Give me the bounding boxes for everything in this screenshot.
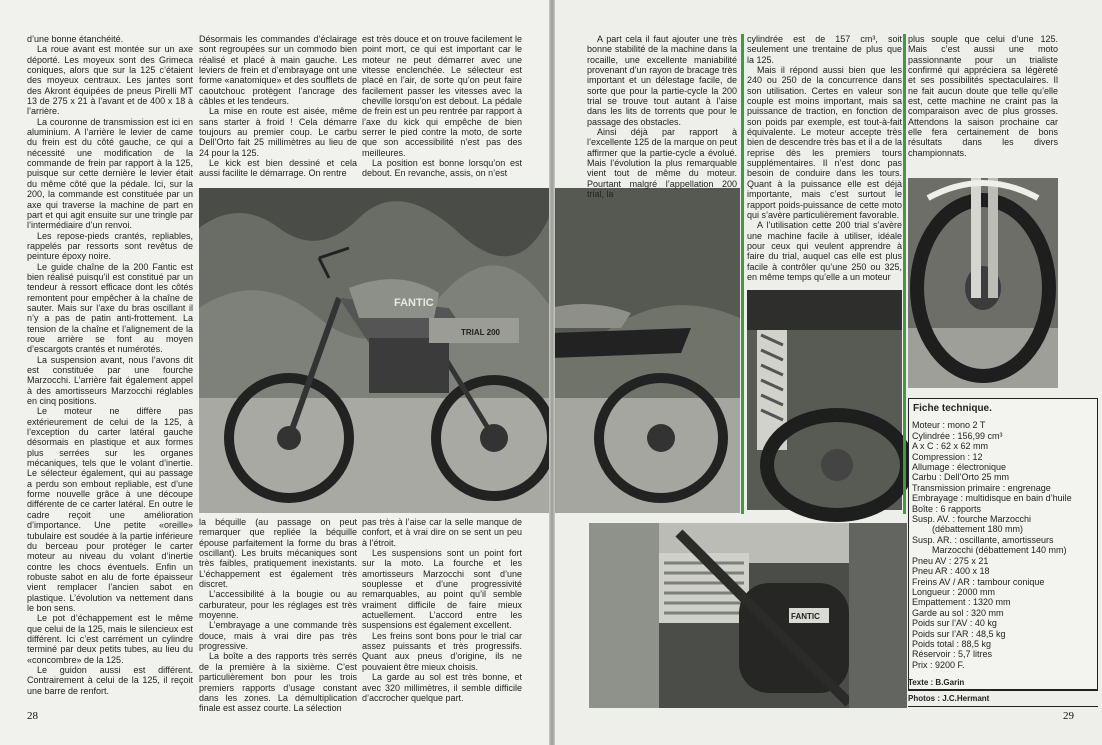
- paragraph: est très douce et on trouve facilement le point mort, ce qui est important car le moteur ne peut démarrer avec une vitesse enclenchée. Le sélecteur est placé en l’air, de sorte qu’on peut faire facilement passer les vitesses avec la cheville lorsqu’on est debout. La pédale de frein est un peu rentrée par rapport à l’axe du kick qui empêche de bien serrer le pied contre la moto, de sorte que son accessibilité n’est pas des meilleures.: [362, 34, 522, 158]
- paragraph: d’une bonne étanchéité.: [27, 34, 124, 44]
- page-right: [551, 0, 1102, 745]
- paragraph: Les repose-pieds crantés, repliables, rappelés par ressorts sont revêtus de peinture époxy noire.: [27, 230, 193, 262]
- motorcycle-photo-right: [551, 188, 740, 513]
- front-wheel-photo: [908, 178, 1058, 388]
- rear-suspension-photo: [747, 290, 902, 510]
- left-column-3-top: [362, 34, 522, 186]
- page-number-left: 28: [27, 710, 38, 722]
- credit-text: Texte : B.Garin: [908, 678, 965, 687]
- decorative-green-bar: [903, 34, 906, 514]
- fiche-line: Susp. AV. : fourche Marzocchi: [912, 514, 1032, 525]
- paragraph: Les freins sont bons pour le trial car assez puissants et très progressifs. Quant aux pneus d’origine, ils ne pouvaient être mieux choisis.: [362, 630, 522, 672]
- paragraph: La suspension avant, nous l’avons dit est constituée par une fourche Marzocchi. L’arrière fait également appel à des amortisseurs Marzocchi réglables en cinq positions.: [27, 354, 193, 407]
- paragraph: Le guide chaîne de la 200 Fantic est bien réalisé puisqu’il est constitué par un tendeur à ressort efficace dont les côtés remontent pour empêcher à la chaîne de sauter. Mais sur l’axe du bras oscillant il n’y a pas de patin anti-frottement. La tension de la chaîne et l’alignement de la roue arrière se font au moyen d’escargots crantés et numérotés.: [27, 261, 193, 355]
- paragraph: L’accessibilité à la bougie ou au carburateur, pour les réglages est très moyenne.: [199, 589, 357, 621]
- credit-divider: [908, 690, 1098, 691]
- fiche-line: A x C : 62 x 62 mm: [912, 441, 989, 452]
- decorative-green-bar: [741, 34, 744, 514]
- paragraph: A l’utilisation cette 200 trial s’avère une machine facile à utiliser, idéale pour ceux qui veulent apprendre à faire du trial, auquel cas elle est plus facile à contrôler qu’une 250 ou 325, en même temps qu’elle a un moteur: [747, 220, 902, 282]
- paragraph: Le pot d’échappement est le même que celui de la 125, mais le silencieux est différent. Ici c’est carrément un cylindre terminé par deux petits tubes, au lieu du «concombre» de la 125.: [27, 613, 193, 665]
- fiche-list: [909, 420, 1097, 670]
- paragraph: Ainsi déjà par rapport à l’excellente 125 de la marque on peut affirmer que la partie-cycle a évolué. Mais l’évolution la plus remarquable vient tout de même du moteur. Pourtant malgré l’appellation 200 trial, la: [587, 127, 737, 200]
- fiche-line: Allumage : électronique: [912, 462, 1007, 473]
- paragraph: La mise en route est aisée, même sans starter à froid ! Cela démarre toujours au premier coup. Le carbu Dell’Orto fait 25 millimètres au lieu de 24 pour la 125.: [199, 106, 357, 158]
- fiche-line: Empattement : 1320 mm: [912, 597, 1011, 608]
- page-number-right: 29: [1063, 710, 1074, 722]
- fiche-line: Transmission primaire : engrenage: [912, 482, 1051, 493]
- motorcycle-photo-left: [199, 188, 551, 513]
- fiche-line: Pneu AR : 400 x 18: [912, 566, 990, 577]
- fiche-line: Cylindrée : 156,99 cm³: [912, 430, 1003, 441]
- fiche-line: Embrayage : multidisque en bain d’huile: [912, 493, 1072, 504]
- page-gutter: [549, 0, 555, 745]
- right-column-2: [747, 34, 902, 290]
- fiche-line: Freins AV / AR : tambour conique: [912, 576, 1045, 587]
- paragraph: Le moteur ne diffère pas extérieurement de celui de la 125, à l’exception du carter latéral gauche désormais en plastique et aux formes plus serrées sur les organes mécaniques, tels que le volant d’inertie. Le sélecteur également, qui au passage a perdu son embout repliable, est d’une forme nouvelle grâce à une découpe différente de ce carter latéral. En outre le cadre reçoit une amélioration d’importance. Une petite «oreille» tubulaire est soudée à la partie inférieure du berceau pour protéger le carter moteur au niveau du volant d’inertie contre les chocs éventuels. Enfin un robuste sabot en alu de forte épaisseur vient remplacer l’ancien sabot en plastique. L’évolution va nettement dans le bon sens.: [27, 406, 193, 613]
- fiche-title: Fiche technique.: [913, 403, 992, 414]
- fiche-line: (débattement 180 mm): [932, 524, 1024, 535]
- paragraph: La couronne de transmission est ici en aluminium. A l’arrière le levier de came du frein est du côté gauche, ce qui a nécessité une modification de la commande de frein par rapport à la 125, puisque sur cette dernière le levier était du même côté que la pédale. Ici, sur la 200, la commande est constituée par un axe qui traverse la machine de part en part et qui agit ensuite sur une tringle par l’intermédiaire d’un renvoi.: [27, 116, 193, 231]
- fiche-technique: [908, 398, 1098, 690]
- left-column-1: [27, 34, 193, 704]
- left-column-3-bottom: [362, 517, 522, 707]
- engine-illustration: [589, 523, 907, 708]
- right-column-1: [587, 34, 737, 200]
- paragraph: Les suspensions sont un point fort sur la moto. La fourche et les amortisseurs Marzocchi sont d’une souplesse et d’une progressivité remarquables, au point qu’il semble vraiment difficile de faire mieux actuellement. L’accord entre les suspensions est également excellent.: [362, 548, 522, 631]
- fiche-line: Carbu : Dell’Orto 25 mm: [912, 472, 1010, 483]
- motorcycle-illustration-right: [551, 188, 740, 513]
- paragraph: La position est bonne lorsqu’on est debout. En revanche, assis, on n’est: [362, 158, 522, 179]
- fiche-line: Susp. AR. : oscillante, amortisseurs: [912, 534, 1054, 545]
- fiche-line: Poids total : 88,5 kg: [912, 638, 992, 649]
- fiche-line: Pneu AV : 275 x 21: [912, 555, 989, 566]
- left-column-2-bottom: [199, 517, 357, 714]
- fiche-line: Poids sur l’AV : 40 kg: [912, 618, 997, 629]
- paragraph: Le kick est bien dessiné et cela aussi facilite le démarrage. On rentre: [199, 158, 357, 179]
- left-column-2-top: [199, 34, 357, 186]
- paragraph: La garde au sol est très bonne, et avec 320 millimètres, il semble difficile d’accrocher quelque part.: [362, 672, 522, 703]
- paragraph: A part cela il faut ajouter une très bonne stabilité de la machine dans la rocaille, une excellente maniabilité provenant d’un rayon de bracage très important et un délestage facile, de sorte que pour la partie-cycle la 200 trial se trouve tout autant à l’aise dans les lits de torrents que pour le passage des obstacles.: [587, 34, 737, 127]
- fiche-line: Réservoir : 5,7 litres: [912, 649, 993, 660]
- paragraph: la béquille (au passage on peut remarquer que repliée la béquille épouse parfaitement la forme du bras oscillant). Les bruits mécaniques sont très faibles, pratiquement inexistants. L’échappement est également très discret.: [199, 517, 357, 590]
- engine-cover-logo: FANTIC: [791, 612, 820, 621]
- paragraph: cylindrée est de 157 cm³, soit seulement une trentaine de plus que la 125.: [747, 34, 902, 65]
- paragraph: L’embrayage a une commande très douce, mais à vrai dire pas très progressive.: [199, 620, 357, 652]
- right-column-3: [908, 34, 1058, 169]
- credit-divider: [908, 706, 1098, 707]
- paragraph: Mais il répond aussi bien que les 240 ou 250 de la concurrence dans son utilisation. Certes en valeur son couple est moins important, mais sa puissance de traction, en fonction de son poids par exemple, est tout-à-fait équivalente. Le moteur accepte très bien de descendre très bas et il a de la reprise dès les premiers tours supplémentaires. Il n’est donc pas besoin de conduire dans les tours. Quant à la puissance elle est déjà importante, mais c’est surtout le rapport poids-puissance de cette moto qui s’avère particulièrement favorable.: [747, 65, 902, 220]
- motorcycle-illustration: [199, 188, 551, 513]
- paragraph: plus souple que celui d’une 125. Mais c’est aussi une moto passionnante pour un trialiste confirmé qui appréciera sa légèreté et ses possibilités spectaculaires. Il ne fait aucun doute que telle qu’elle est, cette machine ne craint pas la comparaison avec de plus grosses. Attendons la saison prochaine car elle fera certainement de bons résultats dans les divers championnats.: [908, 34, 1058, 158]
- side-panel-text: TRIAL 200: [461, 328, 500, 337]
- paragraph: pas très à l’aise car la selle manque de confort, et à vrai dire on se sent un peu à l’étroit.: [362, 517, 522, 548]
- fiche-line: Boîte : 6 rapports: [912, 503, 982, 514]
- fiche-line: Garde au sol : 320 mm: [912, 607, 1004, 618]
- fiche-line: Marzocchi (débattement 140 mm): [932, 545, 1067, 556]
- fiche-line: Poids sur l’AR : 48,5 kg: [912, 628, 1006, 639]
- tank-logo-text: FANTIC: [394, 297, 434, 309]
- fiche-line: Compression : 12: [912, 451, 983, 462]
- credit-photos: Photos : J.C.Hermant: [908, 694, 990, 703]
- fiche-line: Prix : 9200 F.: [912, 659, 965, 670]
- fiche-line: Longueur : 2000 mm: [912, 586, 996, 597]
- fiche-line: Moteur : mono 2 T: [912, 420, 986, 431]
- paragraph: Le guidon aussi est différent. Contrairement à celui de la 125, il reçoit une barre de renfort.: [27, 664, 193, 696]
- paragraph: Désormais les commandes d’éclairage sont regroupées sur un commodo bien réalisé et placé à main gauche. Les leviers de frein et d’embrayage ont une forme «anatomique» et des soufflets de caoutchouc protègent l’ancrage des câbles et les tendeurs.: [199, 34, 357, 107]
- front-wheel-illustration: [908, 178, 1058, 388]
- paragraph: La boîte a des rapports très serrés de la première à la sixième. C’est particulièrement bon pour les trois premiers rapports d’usage constant dans les zones. La démultiplication finale est assez courte. La sélection: [199, 651, 357, 714]
- paragraph: La roue avant est montée sur un axe déporté. Les moyeux sont des Grimeca coniques, alors que sur la 125 c’étaient des moyeux centraux. Les jantes sont des Akront équipées de pneus Pirelli MT 13 de 275 x 21 à l’avant et de 400 x 18 à l’arrière.: [27, 44, 193, 117]
- engine-photo: [589, 523, 907, 708]
- rear-suspension-illustration: [747, 290, 902, 510]
